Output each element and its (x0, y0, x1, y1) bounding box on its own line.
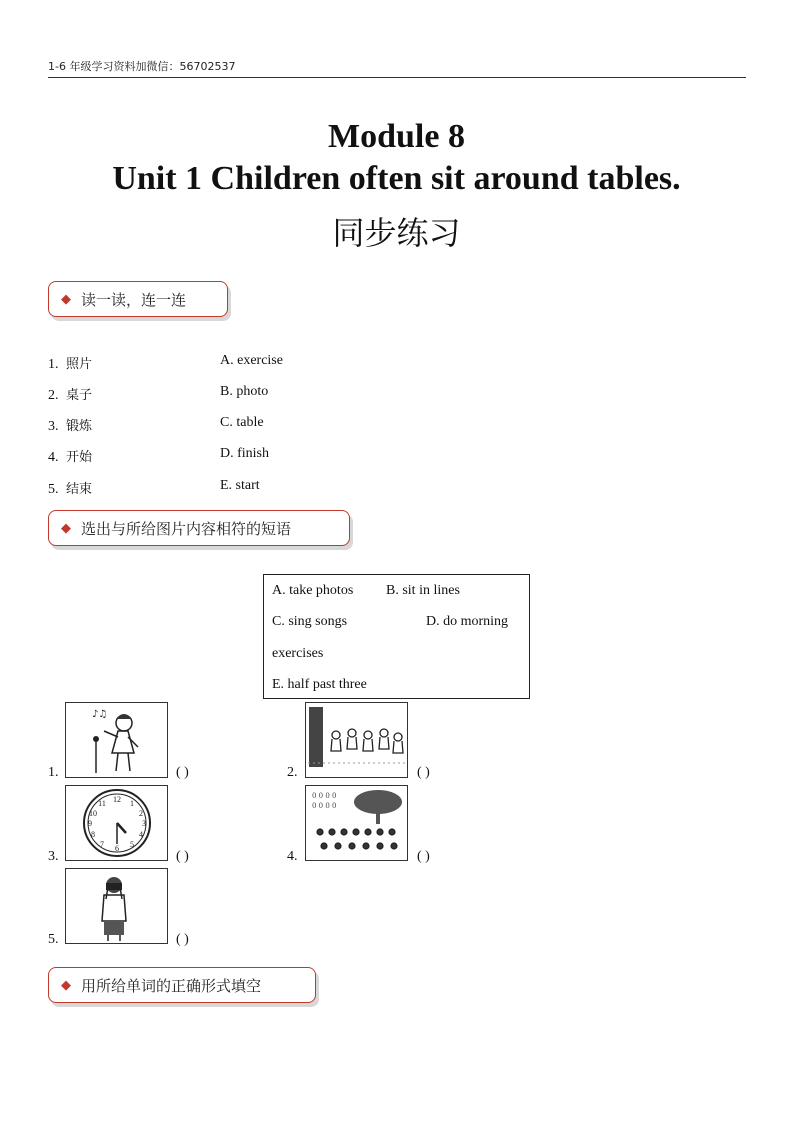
match-row: 4. 开始 (48, 450, 93, 465)
taking-photo-icon (65, 868, 168, 944)
svg-text:5: 5 (130, 840, 134, 849)
option-c: C. sing songs (272, 614, 348, 629)
option-a: A. take photos (272, 583, 354, 598)
section-header-2 (48, 510, 350, 546)
match-row: 3. 锻炼 (48, 419, 93, 434)
svg-text:6: 6 (115, 844, 119, 853)
match-option: E. start (220, 478, 260, 493)
section-label: 用所给单词的正确形式填空 (81, 976, 262, 995)
practice-title: 同步练习 (332, 214, 461, 252)
svg-text:1: 1 (130, 799, 134, 808)
option-b: B. sit in lines (386, 583, 460, 598)
svg-text:3: 3 (142, 819, 146, 828)
diamond-icon: ◆ (61, 977, 71, 993)
svg-text:11: 11 (98, 799, 106, 808)
module-title: Module 8 (328, 118, 465, 155)
pic-number: 3. (48, 849, 59, 864)
match-option: D. finish (220, 446, 269, 461)
option-d: D. do morning (426, 614, 509, 629)
pic-number: 2. (287, 765, 298, 780)
answer-blank[interactable]: ( ) (417, 849, 430, 864)
svg-text:9: 9 (88, 819, 92, 828)
answer-blank[interactable]: ( ) (176, 765, 189, 780)
match-row: 2. 桌子 (48, 388, 93, 403)
match-option: C. table (220, 415, 264, 430)
match-option: A. exercise (220, 353, 283, 368)
answer-blank[interactable]: ( ) (176, 932, 189, 947)
svg-text:2: 2 (139, 809, 143, 818)
diamond-icon: ◆ (61, 520, 71, 536)
svg-text:4: 4 (139, 830, 143, 839)
option-d-cont: exercises (272, 646, 324, 661)
morning-exercise-icon (305, 785, 408, 861)
answer-blank[interactable]: ( ) (417, 765, 430, 780)
svg-text:8: 8 (91, 830, 95, 839)
pic-number: 1. (48, 765, 59, 780)
match-row: 5. 结束 (48, 482, 93, 497)
svg-text:0 0 0 0: 0 0 0 0 (312, 802, 337, 810)
svg-text:0 0 0 0: 0 0 0 0 (312, 792, 337, 800)
section-header-3 (48, 967, 316, 1003)
options-box (263, 574, 530, 699)
section-header-1 (48, 281, 228, 317)
clock-icon (65, 785, 168, 861)
svg-text:12: 12 (113, 795, 121, 804)
svg-text:♪♫: ♪♫ (92, 709, 108, 720)
pic-number: 5. (48, 932, 59, 947)
pic-number: 4. (287, 849, 298, 864)
svg-text:7: 7 (100, 840, 104, 849)
match-option: B. photo (220, 384, 269, 399)
page-header: 1-6 年级学习资料加微信：56702537 (48, 58, 746, 78)
section-label: 读一读，连一连 (81, 290, 187, 309)
svg-text:10: 10 (89, 809, 97, 818)
section-label: 选出与所给图片内容相符的短语 (81, 519, 292, 538)
diamond-icon: ◆ (61, 291, 71, 307)
unit-title: Unit 1 Children often sit around tables. (112, 160, 681, 197)
match-row: 1. 照片 (48, 357, 93, 372)
option-e: E. half past three (272, 677, 367, 692)
girl-singing-icon (65, 702, 168, 778)
answer-blank[interactable]: ( ) (176, 849, 189, 864)
children-sitting-icon (305, 702, 408, 778)
